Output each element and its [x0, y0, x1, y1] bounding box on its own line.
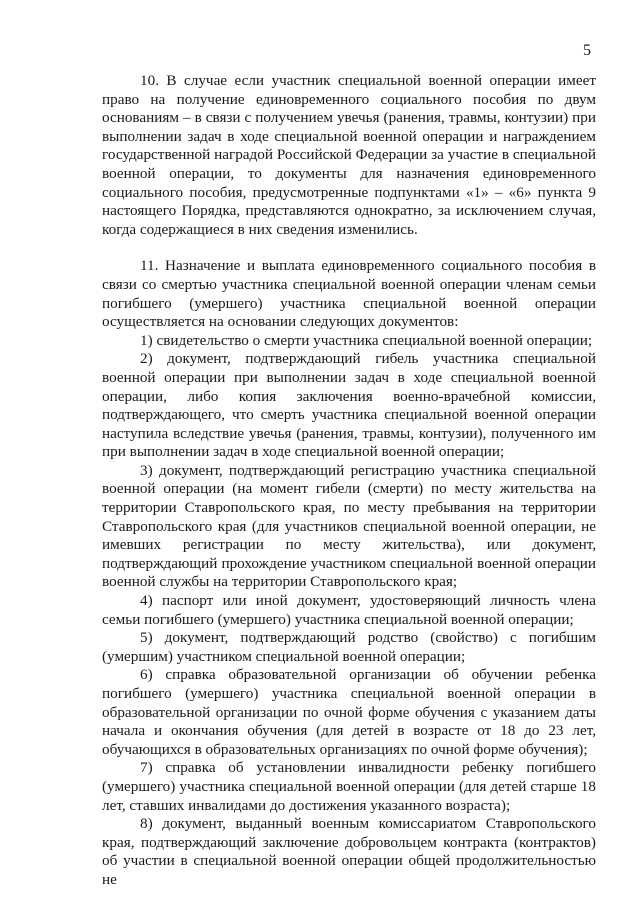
- list-item-4: 4) паспорт или иной документ, удостоверяющий личность члена семьи погибшего (умершего) участника специальной военной операции;: [102, 592, 596, 628]
- paragraph-11: 11. Назначение и выплата единовременного социального пособия в связи со смертью участника специальной военной операции членам семьи погибшего (умершего) участника специальной военной операции осуществляется на основании следующих документов:: [102, 257, 596, 331]
- list-item-8: 8) документ, выданный военным комиссариатом Ставропольского края, подтверждающий заключение добровольцем контракта (контрактов) об участии в специальной военной операции общей продолжительностью не: [102, 815, 596, 888]
- list-item-6: 6) справка образовательной организации об обучении ребенка погибшего (умершего) участника специальной военной операции в образовательной организации по очной форме обучения с указанием даты начала и окончания обучения (для детей в возрасте от 18 до 23 лет, обучающихся в образовательных организациях по очной форме обучения);: [102, 666, 596, 758]
- list-item-2: 2) документ, подтверждающий гибель участника специальной военной операции при выполнении задач в ходе специальной военной операции, либо копия заключения военно-врачебной комиссии, подтверждающего, что смерть участника специальной военной операции наступила вследствие увечья (ранения, травмы, контузии), полученного им при выполнении задач в ходе специальной военной операции;: [102, 350, 596, 461]
- list-item-5: 5) документ, подтверждающий родство (свойство) с погибшим (умершим) участником специальной военной операции;: [102, 629, 596, 665]
- paragraph-10: 10. В случае если участник специальной военной операции имеет право на получение единовременного социального пособия по двум основаниям – в связи с получением увечья (ранения, травмы, контузии) при выполнении задач в ходе специальной военной операции и награждением государственной наградой Российской Федерации за участие в специальной военной операции, то документы для назначения единовременного социального пособия, предусмотренные подпунктами «1» – «6» пункта 9 настоящего Порядка, представляются однократно, за исключением случая, когда содержащиеся в них сведения изменились.: [102, 72, 596, 238]
- list-item-3: 3) документ, подтверждающий регистрацию участника специальной военной операции (на момент гибели (смерти) по месту жительства на территории Ставропольского края, по месту пребывания на территории Ставропольского края (для участников специальной военной операции, не имевших регистрации по месту жительства), или документ, подтверждающий прохождение участником специальной военной операции военной службы на территории Ставропольского края;: [102, 461, 596, 591]
- document-body: [102, 72, 596, 890]
- page-number: 5: [583, 42, 591, 59]
- list-item-7: 7) справка об установлении инвалидности ребенку погибшего (умершего) участника специальной военной операции (для детей старше 18 лет, ставших инвалидами до достижения указанного возраста);: [102, 759, 596, 814]
- list-item-1: 1) свидетельство о смерти участника специальной военной операции;: [140, 331, 593, 349]
